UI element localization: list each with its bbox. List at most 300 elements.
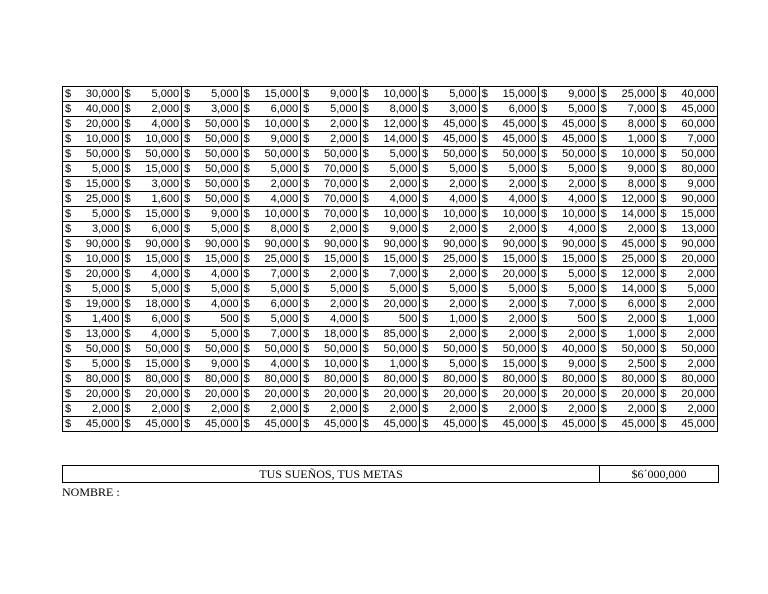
amount-value: 7,000	[270, 268, 299, 280]
amount-value: 5,000	[330, 103, 358, 115]
currency-symbol: $	[124, 208, 131, 220]
amount-value: 4,000	[568, 193, 596, 205]
currency-symbol: $	[600, 193, 607, 205]
currency-symbol: $	[243, 343, 250, 355]
amount-cell	[182, 342, 242, 357]
currency-symbol: $	[65, 103, 72, 115]
table-row	[63, 237, 718, 252]
currency-symbol: $	[65, 298, 72, 310]
amount-value: 40,000	[681, 88, 715, 100]
amount-cell	[360, 267, 420, 282]
currency-symbol: $	[600, 298, 607, 310]
amount-cell	[241, 132, 301, 147]
amount-value: 80,000	[562, 373, 596, 385]
amount-value: 5,000	[211, 283, 239, 295]
amount-cell	[420, 237, 480, 252]
currency-symbol: $	[481, 268, 488, 280]
amount-value: 5,000	[211, 88, 239, 100]
amount-cell	[479, 237, 539, 252]
amount-value: 10,000	[85, 253, 120, 265]
currency-symbol: $	[243, 313, 250, 325]
amount-cell	[598, 207, 658, 222]
amount-value: 25,000	[621, 253, 656, 265]
currency-symbol: $	[243, 178, 250, 190]
amount-cell	[479, 117, 539, 132]
amount-cell	[360, 372, 420, 387]
currency-symbol: $	[541, 388, 548, 400]
amount-cell	[360, 117, 420, 132]
amount-cell	[301, 162, 361, 177]
amount-cell	[598, 252, 658, 267]
amount-cell	[420, 387, 480, 402]
amount-cell	[301, 267, 361, 282]
amount-cell	[658, 147, 718, 162]
amount-cell	[182, 192, 242, 207]
amount-cell	[301, 297, 361, 312]
amount-value: 45,000	[621, 418, 656, 430]
amount-cell	[658, 342, 718, 357]
amount-value: 80,000	[681, 163, 715, 175]
amount-value: 2,000	[389, 403, 418, 415]
amount-cell	[241, 312, 301, 327]
amount-value: 4,000	[151, 268, 180, 280]
amount-value: 2,000	[449, 328, 477, 340]
amount-cell	[420, 252, 480, 267]
table-row	[63, 207, 718, 222]
currency-symbol: $	[481, 298, 488, 310]
amount-cell	[598, 387, 658, 402]
amount-value: 2,000	[687, 268, 715, 280]
amount-value: 15,000	[562, 253, 596, 265]
amount-cell	[479, 162, 539, 177]
amount-cell	[241, 357, 301, 372]
currency-symbol: $	[303, 313, 310, 325]
currency-symbol: $	[362, 328, 369, 340]
currency-symbol: $	[124, 133, 131, 145]
amount-cell	[479, 87, 539, 102]
amount-value: 60,000	[681, 118, 715, 130]
footer-bar	[62, 465, 719, 483]
amount-cell	[182, 312, 242, 327]
amount-cell	[122, 222, 182, 237]
amount-cell	[122, 87, 182, 102]
amount-value: 70,000	[324, 193, 358, 205]
currency-symbol: $	[243, 328, 250, 340]
amount-value: 1,600	[151, 193, 180, 205]
amount-value: 10,000	[562, 208, 596, 220]
amount-value: 50,000	[264, 148, 299, 160]
amount-value: 80,000	[85, 373, 120, 385]
amount-cell	[122, 387, 182, 402]
currency-symbol: $	[660, 343, 667, 355]
amount-cell	[360, 177, 420, 192]
amount-cell	[479, 342, 539, 357]
amount-cell	[122, 312, 182, 327]
amount-cell	[420, 102, 480, 117]
currency-symbol: $	[422, 373, 429, 385]
amount-value: 50,000	[204, 178, 239, 190]
amount-cell	[539, 222, 599, 237]
amount-value: 20,000	[145, 388, 180, 400]
amount-value: 2,000	[389, 178, 418, 190]
currency-symbol: $	[481, 388, 488, 400]
table-row	[63, 87, 718, 102]
amount-cell	[301, 342, 361, 357]
amount-cell	[241, 387, 301, 402]
amount-cell	[182, 402, 242, 417]
amount-cell	[122, 147, 182, 162]
amount-value: 70,000	[324, 163, 358, 175]
amount-cell	[241, 402, 301, 417]
amount-cell	[301, 357, 361, 372]
currency-symbol: $	[243, 283, 250, 295]
currency-symbol: $	[600, 313, 607, 325]
currency-symbol: $	[422, 313, 429, 325]
savings-grid	[62, 86, 718, 432]
amount-value: 80,000	[443, 373, 477, 385]
currency-symbol: $	[124, 313, 131, 325]
amount-cell	[479, 207, 539, 222]
table-row	[63, 372, 718, 387]
table-row	[63, 402, 718, 417]
amount-cell	[63, 177, 123, 192]
amount-cell	[360, 282, 420, 297]
amount-cell	[479, 282, 539, 297]
amount-value: 20,000	[562, 388, 596, 400]
amount-cell	[182, 267, 242, 282]
currency-symbol: $	[600, 358, 607, 370]
amount-cell	[479, 177, 539, 192]
currency-symbol: $	[362, 163, 369, 175]
amount-cell	[539, 417, 599, 432]
amount-cell	[301, 192, 361, 207]
amount-value: 6,000	[270, 103, 299, 115]
amount-cell	[182, 237, 242, 252]
amount-cell	[360, 237, 420, 252]
currency-symbol: $	[422, 418, 429, 430]
currency-symbol: $	[303, 418, 310, 430]
amount-value: 3,000	[211, 103, 239, 115]
amount-cell	[182, 102, 242, 117]
amount-cell	[63, 147, 123, 162]
currency-symbol: $	[422, 133, 429, 145]
amount-value: 6,000	[270, 298, 299, 310]
amount-cell	[598, 237, 658, 252]
amount-value: 2,000	[211, 403, 239, 415]
amount-value: 18,000	[324, 328, 358, 340]
amount-value: 80,000	[681, 373, 715, 385]
amount-value: 50,000	[85, 343, 120, 355]
amount-cell	[658, 387, 718, 402]
amount-value: 13,000	[681, 223, 715, 235]
amount-value: 10,000	[264, 118, 299, 130]
table-row	[63, 297, 718, 312]
amount-value: 25,000	[85, 193, 120, 205]
amount-cell	[122, 357, 182, 372]
currency-symbol: $	[65, 238, 72, 250]
amount-cell	[539, 372, 599, 387]
amount-cell	[241, 297, 301, 312]
amount-value: 4,000	[151, 328, 180, 340]
currency-symbol: $	[600, 283, 607, 295]
amount-value: 45,000	[264, 418, 299, 430]
currency-symbol: $	[481, 418, 488, 430]
amount-value: 50,000	[502, 343, 537, 355]
currency-symbol: $	[660, 118, 667, 130]
amount-value: 3,000	[92, 223, 120, 235]
amount-cell	[420, 207, 480, 222]
amount-value: 50,000	[383, 343, 418, 355]
table-row	[63, 102, 718, 117]
amount-value: 2,000	[270, 178, 299, 190]
amount-cell	[479, 147, 539, 162]
currency-symbol: $	[184, 148, 191, 160]
amount-cell	[360, 402, 420, 417]
amount-cell	[479, 387, 539, 402]
amount-cell	[241, 207, 301, 222]
amount-value: 45,000	[681, 103, 715, 115]
currency-symbol: $	[124, 328, 131, 340]
amount-cell	[63, 342, 123, 357]
amount-cell	[301, 417, 361, 432]
amount-cell	[301, 327, 361, 342]
amount-value: 2,000	[449, 298, 477, 310]
currency-symbol: $	[600, 403, 607, 415]
currency-symbol: $	[303, 223, 310, 235]
amount-value: 40,000	[562, 343, 596, 355]
amount-cell	[658, 357, 718, 372]
amount-cell	[63, 192, 123, 207]
amount-value: 50,000	[85, 148, 120, 160]
amount-value: 15,000	[85, 178, 120, 190]
currency-symbol: $	[303, 193, 310, 205]
amount-value: 2,000	[330, 403, 358, 415]
amount-value: 2,000	[627, 313, 656, 325]
amount-cell	[539, 312, 599, 327]
currency-symbol: $	[362, 178, 369, 190]
amount-value: 6,000	[508, 103, 537, 115]
amount-value: 5,000	[389, 283, 418, 295]
currency-symbol: $	[481, 178, 488, 190]
amount-cell	[241, 192, 301, 207]
amount-value: 25,000	[264, 253, 299, 265]
amount-cell	[241, 87, 301, 102]
amount-value: 2,000	[508, 313, 537, 325]
amount-value: 45,000	[681, 418, 715, 430]
amount-cell	[658, 87, 718, 102]
table-row	[63, 192, 718, 207]
currency-symbol: $	[124, 223, 131, 235]
currency-symbol: $	[303, 178, 310, 190]
amount-value: 2,000	[449, 268, 477, 280]
amount-cell	[182, 177, 242, 192]
currency-symbol: $	[362, 418, 369, 430]
amount-cell	[63, 327, 123, 342]
currency-symbol: $	[541, 148, 548, 160]
amount-cell	[539, 117, 599, 132]
amount-value: 80,000	[383, 373, 418, 385]
currency-symbol: $	[303, 298, 310, 310]
amount-value: 20,000	[443, 388, 477, 400]
currency-symbol: $	[124, 268, 131, 280]
currency-symbol: $	[303, 103, 310, 115]
amount-value: 45,000	[621, 238, 656, 250]
currency-symbol: $	[600, 418, 607, 430]
amount-cell	[539, 282, 599, 297]
amount-cell	[598, 342, 658, 357]
table-row	[63, 132, 718, 147]
currency-symbol: $	[303, 148, 310, 160]
currency-symbol: $	[660, 178, 667, 190]
amount-cell	[360, 252, 420, 267]
amount-cell	[122, 207, 182, 222]
currency-symbol: $	[184, 343, 191, 355]
amount-value: 25,000	[621, 88, 656, 100]
currency-symbol: $	[243, 298, 250, 310]
amount-cell	[479, 222, 539, 237]
amount-value: 2,000	[92, 403, 120, 415]
amount-value: 9,000	[627, 163, 656, 175]
amount-value: 8,000	[627, 118, 656, 130]
amount-value: 4,000	[211, 298, 239, 310]
amount-value: 20,000	[85, 388, 120, 400]
amount-cell	[360, 102, 420, 117]
currency-symbol: $	[660, 373, 667, 385]
amount-value: 90,000	[681, 238, 715, 250]
currency-symbol: $	[362, 253, 369, 265]
amount-cell	[241, 102, 301, 117]
amount-value: 4,000	[449, 193, 477, 205]
amount-value: 2,000	[627, 403, 656, 415]
amount-cell	[479, 357, 539, 372]
amount-cell	[479, 402, 539, 417]
amount-value: 50,000	[324, 343, 358, 355]
amount-value: 9,000	[330, 88, 358, 100]
amount-cell	[598, 192, 658, 207]
amount-value: 80,000	[621, 373, 656, 385]
amount-cell	[63, 117, 123, 132]
currency-symbol: $	[362, 238, 369, 250]
amount-cell	[658, 162, 718, 177]
currency-symbol: $	[481, 133, 488, 145]
currency-symbol: $	[422, 118, 429, 130]
currency-symbol: $	[660, 403, 667, 415]
amount-value: 2,000	[330, 298, 358, 310]
currency-symbol: $	[541, 178, 548, 190]
amount-cell	[360, 87, 420, 102]
amount-cell	[658, 252, 718, 267]
amount-value: 45,000	[562, 418, 596, 430]
currency-symbol: $	[660, 268, 667, 280]
amount-cell	[360, 132, 420, 147]
currency-symbol: $	[303, 208, 310, 220]
currency-symbol: $	[541, 418, 548, 430]
amount-value: 10,000	[621, 148, 656, 160]
currency-symbol: $	[541, 313, 548, 325]
currency-symbol: $	[541, 268, 548, 280]
amount-cell	[182, 282, 242, 297]
amount-cell	[122, 282, 182, 297]
amount-value: 5,000	[330, 283, 358, 295]
currency-symbol: $	[422, 238, 429, 250]
amount-cell	[539, 252, 599, 267]
currency-symbol: $	[65, 148, 72, 160]
currency-symbol: $	[600, 163, 607, 175]
amount-value: 3,000	[449, 103, 477, 115]
table-row	[63, 117, 718, 132]
amount-value: 2,000	[449, 223, 477, 235]
amount-cell	[598, 147, 658, 162]
table-row	[63, 327, 718, 342]
currency-symbol: $	[243, 103, 250, 115]
currency-symbol: $	[422, 358, 429, 370]
amount-cell	[63, 417, 123, 432]
currency-symbol: $	[124, 193, 131, 205]
amount-value: 50,000	[204, 148, 239, 160]
currency-symbol: $	[481, 193, 488, 205]
amount-value: 50,000	[443, 148, 477, 160]
amount-value: 2,000	[508, 178, 537, 190]
amount-cell	[301, 87, 361, 102]
currency-symbol: $	[65, 223, 72, 235]
currency-symbol: $	[422, 103, 429, 115]
amount-value: 5,000	[449, 358, 477, 370]
amount-value: 50,000	[502, 148, 537, 160]
currency-symbol: $	[243, 148, 250, 160]
currency-symbol: $	[481, 148, 488, 160]
amount-value: 9,000	[211, 208, 239, 220]
currency-symbol: $	[243, 358, 250, 370]
currency-symbol: $	[422, 178, 429, 190]
amount-cell	[420, 327, 480, 342]
amount-value: 4,000	[330, 313, 358, 325]
currency-symbol: $	[243, 403, 250, 415]
amount-cell	[63, 357, 123, 372]
goal-total: $6´000,000	[600, 466, 719, 483]
amount-cell	[182, 297, 242, 312]
amount-cell	[658, 132, 718, 147]
amount-value: 90,000	[502, 238, 537, 250]
currency-symbol: $	[481, 403, 488, 415]
currency-symbol: $	[243, 373, 250, 385]
amount-value: 15,000	[383, 253, 418, 265]
amount-cell	[658, 372, 718, 387]
amount-value: 50,000	[145, 148, 180, 160]
amount-cell	[539, 387, 599, 402]
amount-cell	[539, 237, 599, 252]
currency-symbol: $	[481, 253, 488, 265]
amount-value: 45,000	[562, 118, 596, 130]
currency-symbol: $	[65, 358, 72, 370]
amount-value: 50,000	[562, 148, 596, 160]
currency-symbol: $	[243, 223, 250, 235]
currency-symbol: $	[362, 343, 369, 355]
currency-symbol: $	[303, 163, 310, 175]
currency-symbol: $	[362, 313, 369, 325]
amount-value: 50,000	[324, 148, 358, 160]
currency-symbol: $	[362, 193, 369, 205]
amount-value: 12,000	[621, 268, 656, 280]
amount-value: 10,000	[502, 208, 537, 220]
amount-cell	[539, 402, 599, 417]
amount-value: 2,000	[449, 178, 477, 190]
amount-cell	[122, 297, 182, 312]
currency-symbol: $	[362, 373, 369, 385]
amount-value: 5,000	[151, 283, 180, 295]
amount-value: 50,000	[204, 118, 239, 130]
amount-value: 50,000	[264, 343, 299, 355]
currency-symbol: $	[422, 163, 429, 175]
